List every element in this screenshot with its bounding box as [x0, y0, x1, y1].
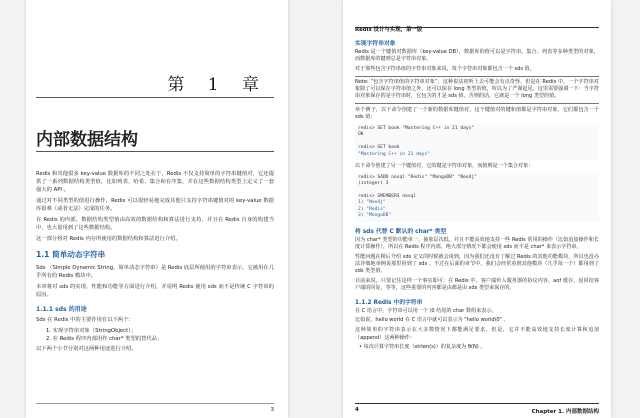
code-block [355, 173, 599, 222]
code-line: "Mastering C++ in 21 days" [358, 151, 430, 157]
paragraph: 本章将对 sds 的实现、性能和功能等方面进行介绍，并说明 Redis 使用 sds 而不是传统 C 字符串的原因。 [36, 284, 274, 298]
right-body [355, 34, 599, 354]
code-line: 3) "MongoDB" [358, 213, 392, 219]
subsection-title: 1.1.1 sds 的用途 [36, 306, 87, 313]
page-number: 3 [270, 407, 274, 413]
paragraph: 这一部分将对 Redis 内存所使用的数据结构和算法进行介绍。 [36, 236, 181, 242]
right-page [343, 0, 611, 418]
code-line: OK [358, 132, 364, 138]
code-line: 2) "Redis" [358, 206, 386, 212]
page-number: 4 [355, 407, 359, 413]
chapter-title: 内部数据结构 [36, 130, 138, 150]
list-item: 2. 在 Redis 程序内部用作 char* 类型的替代品； [46, 336, 163, 342]
code-block [355, 124, 599, 160]
page-header [355, 16, 599, 33]
list-item: • 每次计算字符串长度（strlen(s)）的复杂度为 θ(N) 。 [359, 344, 486, 351]
paragraph: 在 Redis 的内部，数据结构类型值由高效的数据结构和算法进行支持，并且在 Redis 自身的构建当中，也大量用到了这些数据结构。 [36, 217, 274, 231]
paragraph: 比如说，hello world 在 C 语言中就可以表示为 "hello world\0" 。 [355, 317, 509, 324]
paragraph: Sds （Simple Dynamic String，简单动态字符串）是 Redis 底层所使用的字符串表示，它被用在几乎所有的 Redis 模块中。 [36, 265, 274, 279]
paragraph: 性能问题在稍后介绍 sds 定义的时候就会谈到，因为我们还没有了解过 Redis 的其他功能模块，所以也没办法详细地举例说那里用到了 sds ，不过在后面的章节中，我们会经常看到其他模块（几乎每一个）都用到了 sds 类型值。 [355, 253, 599, 275]
code-line: redis> GET book [358, 145, 400, 151]
page-footer [36, 403, 274, 418]
code-line: 1) "Neo4j" [358, 200, 386, 206]
note-box [355, 76, 599, 104]
paragraph: 在 C 语言中，字符串可以用一个 \0 结尾的 char 数组来表示。 [355, 307, 497, 314]
paragraph: Redis 和其他很多 key-value 数据库的不同之处在于，Redis 不仅支持简单的字符串键值对，它还提供了一系列数据结构类型值，比如列表、哈希、集合和有序集，并在这些数据结构类型上定义了一套强大的 API 。 [36, 171, 274, 193]
paragraph: 以下两个小节分别对这两种用途进行介绍。 [36, 346, 137, 352]
paragraph: Redis 是一个键值对数据库（key-value DB），数据库的值可以是字符串、集合、列表等多种类型的对象，而数据库的键则总是字符串对象。 [355, 49, 599, 63]
subsection-title: 1.1.2 Redis 中的字符串 [355, 299, 423, 306]
paragraph: 通过对不同类型的值进行操作，Redis 可以很轻易地完成其他只支持字符串键值对的 key-value 数据库很难（或者无法）完成的任务。 [36, 198, 274, 212]
section-title: 1.1 简单动态字符串 [36, 250, 106, 259]
divider [36, 97, 274, 98]
paragraph: 以下命令创建了另一个键值对，它的键是字符串对象，而值则是一个集合对象： [355, 162, 534, 169]
code-line: (integer) 3 [358, 181, 389, 187]
list-item: 1. 实现字符串对象（StringObject）； [46, 328, 137, 334]
subsection-title: 将 sds 代替 C 默认的 char* 类型 [355, 228, 447, 235]
paragraph: 因为 char* 类型的功能单一，抽象层次低，并且不能高效地支持一些 Redis 常用的操作（比如追加操作和长度计算操作），所以在 Redis 程序内部，绝大部分情况下都会使用 sds 而不是 char* 来表示字符串。 [355, 236, 599, 250]
subsection-title: 实现字符串对象 [355, 41, 396, 47]
left-page [26, 0, 288, 418]
code-line: redis> SET book "Mastering C++ in 21 days" [358, 125, 475, 131]
code-line: redis> SADD nosql "Redis" "MongoDB" "Neo4j" [358, 174, 477, 180]
note-text: Note: “包含字符串值的字符串对象”，这种说法初听上去可能会有点奇怪，但是在 Redis 中，一个字符串对象除了可以保存字符串值之外，还可以保存 long 类型的值，所以为了严谨起见，这里需要强调一下：当字符串对象保存的是字符串时，它包含的才是 sds 值，否则的话，它就是一个 long 类型的值。 [355, 78, 599, 100]
chapter-label: 第 1 章 [167, 75, 268, 95]
left-body [36, 170, 274, 356]
paragraph: Sds 在 Redis 中的主要作用有以下两个： [36, 317, 134, 323]
code-line: redis> SMEMBERS nosql [358, 193, 417, 199]
paragraph: 目前来说，只要记住这样一个事实即可：在 Redis 中，客户端传入服务器的协议内容、aof 缓存、返回给客户端的回复，等等，这些重要的内容都是由都是由 sds 类型来保存的。 [355, 278, 599, 292]
header-title: Redis 设计与实现，第一版 [355, 27, 423, 33]
paragraph: 对于那些包含字符串值的字符串对象来说，每个字符串对象都包含一个 sds 值。 [355, 66, 535, 73]
divider [36, 151, 274, 152]
paragraph: 这种简单的字符串表示在大多数情况下都能满足要求，但是，它并不能高效地支持长度计算和追加（append）这两种操作： [355, 327, 599, 341]
uses-list [46, 327, 274, 343]
page-footer [355, 403, 599, 418]
paragraph: 举个例子，以下命令创建了一个新的数据库键值对，这个键值对的键和值都是字符串对象，它们都包含一个 sds 值： [355, 106, 599, 121]
footer-chapter: Chapter 1. 内部数据结构 [531, 409, 599, 415]
